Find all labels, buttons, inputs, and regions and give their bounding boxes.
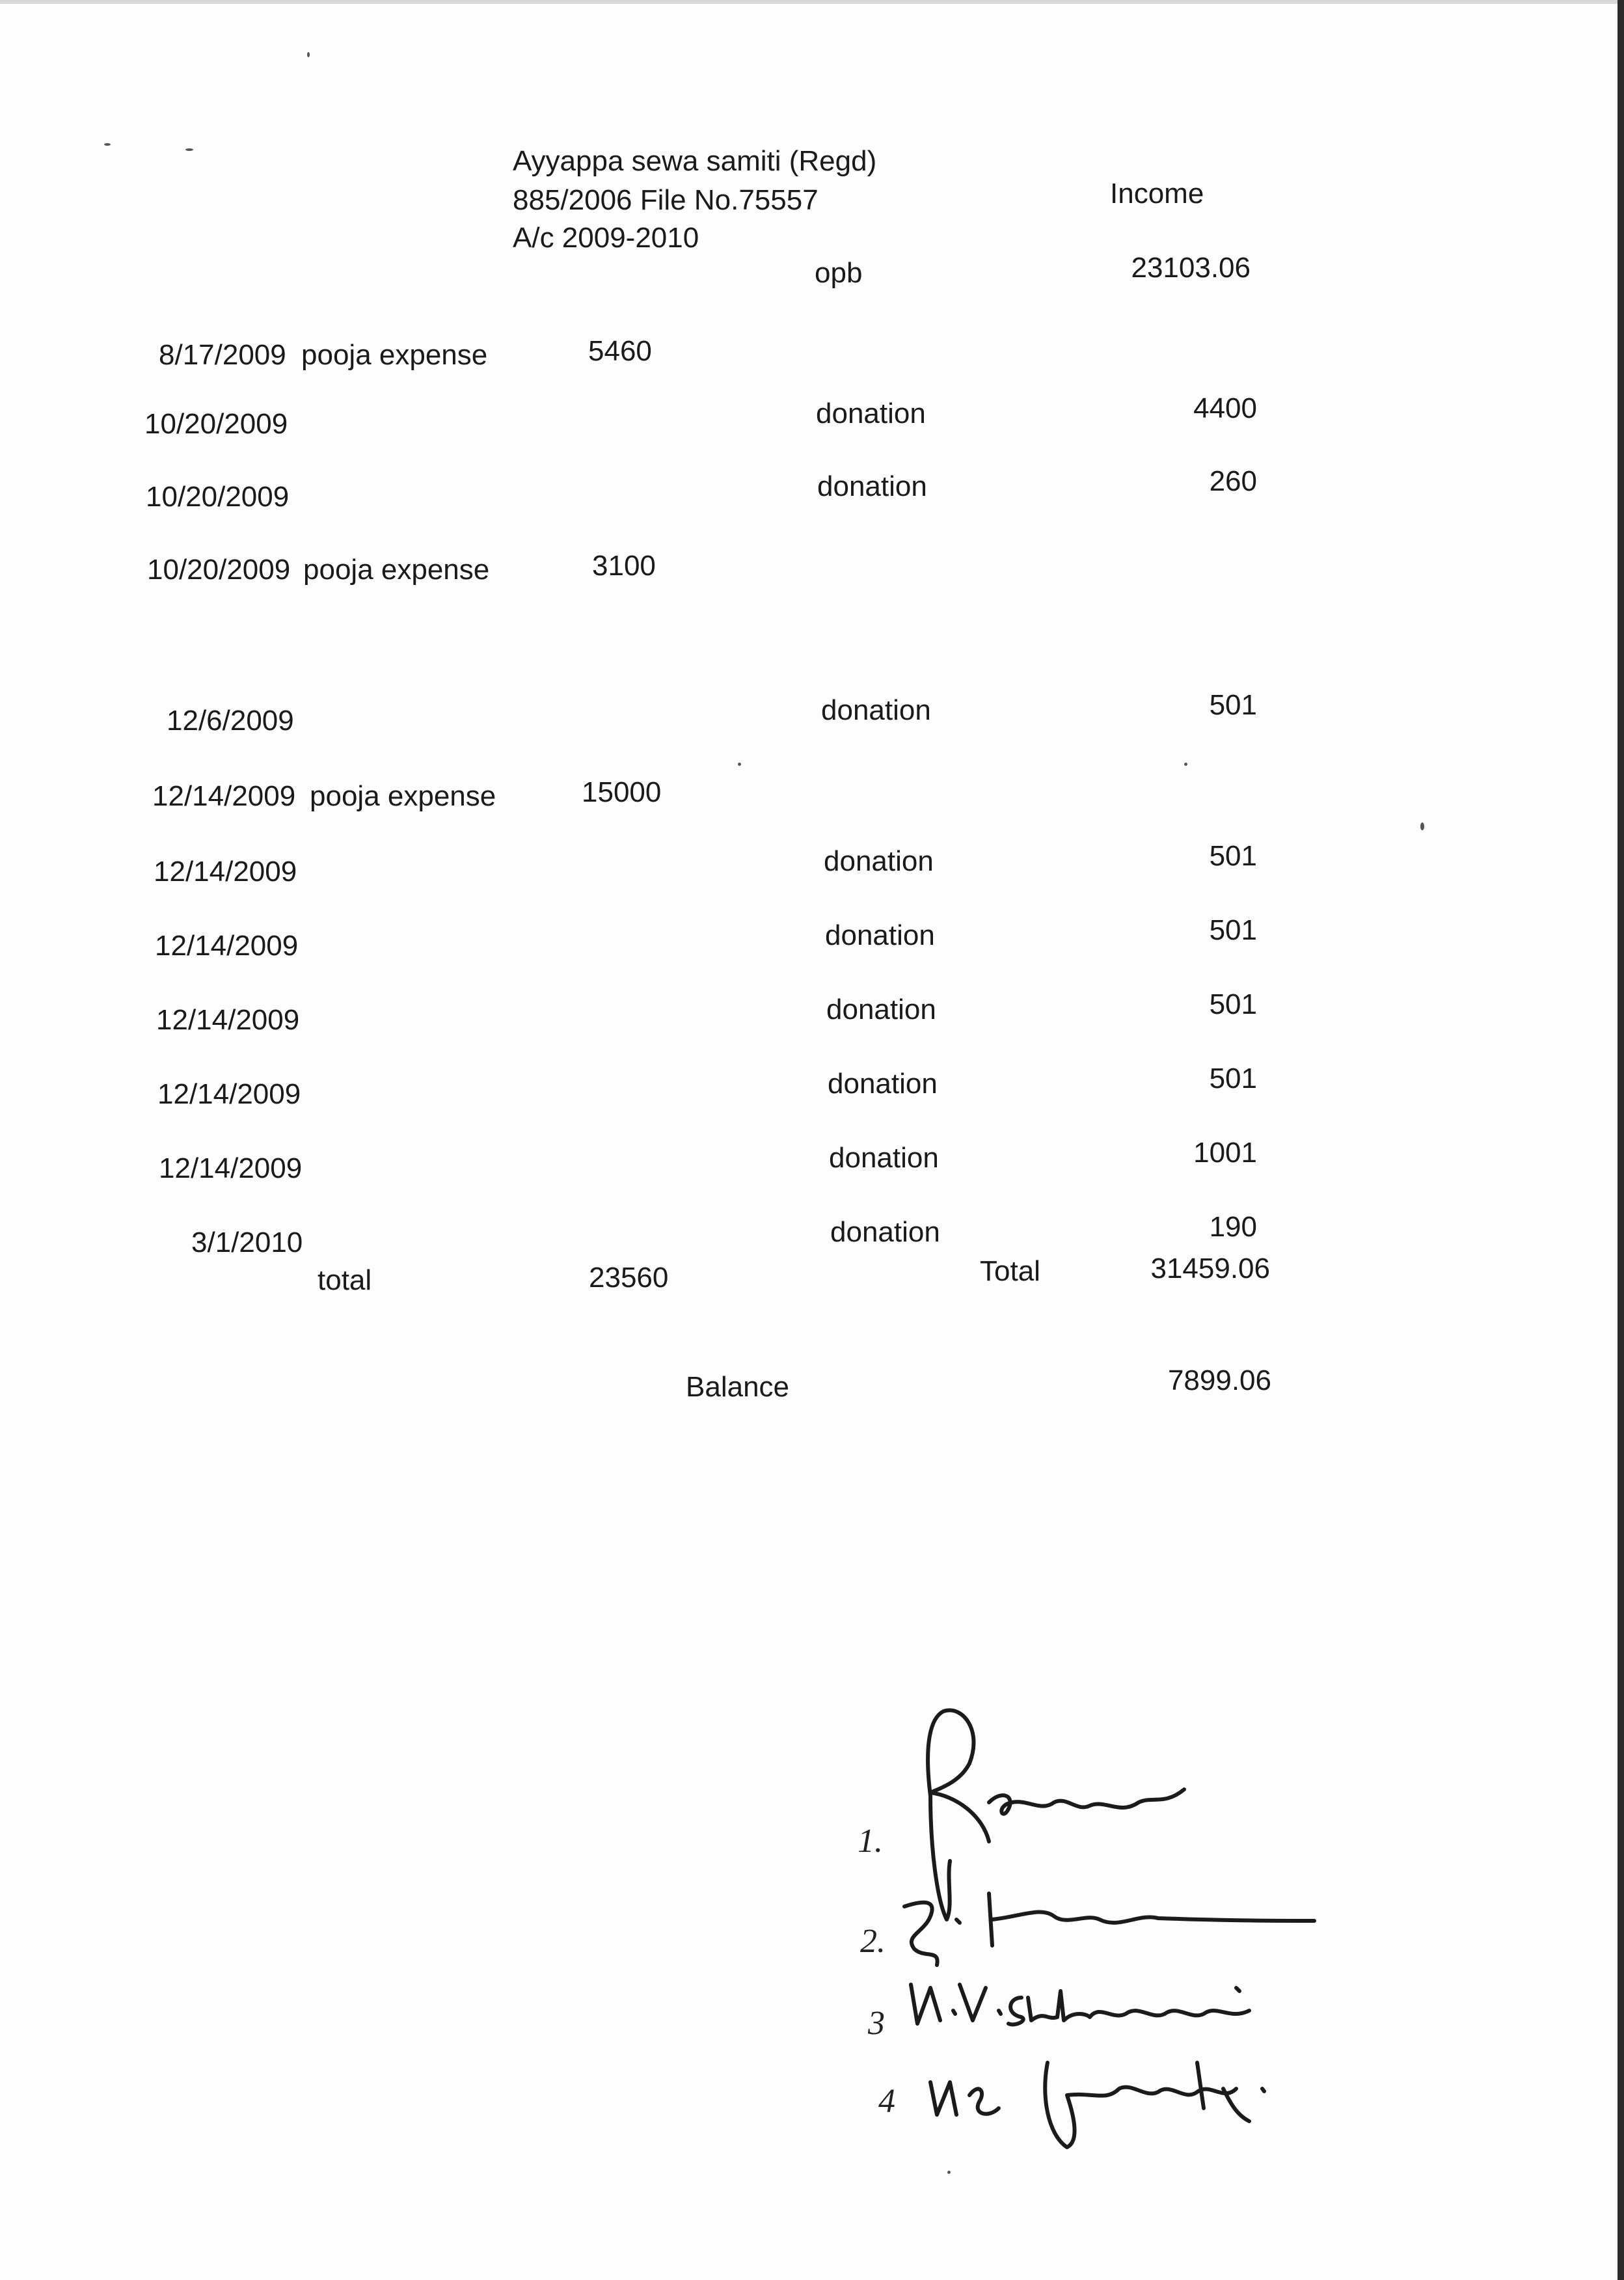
signature-number-3: 3 [868, 2005, 885, 2042]
scan-speck [1184, 763, 1187, 766]
signature-number-2: 2. [860, 1923, 886, 1960]
income-description: opb [815, 257, 863, 289]
entry-date: 8/17/2009 [159, 339, 286, 371]
scan-speck [307, 52, 310, 57]
entry-date: 12/14/2009 [156, 1004, 300, 1036]
income-description: donation [825, 919, 935, 951]
expense-total-label: total [318, 1264, 372, 1296]
income-heading: Income [1110, 178, 1204, 210]
scan-speck [185, 148, 193, 151]
income-amount: 501 [1209, 689, 1257, 721]
expense-amount: 5460 [588, 335, 652, 367]
expense-amount: 15000 [582, 776, 662, 808]
income-description: donation [830, 1216, 940, 1248]
expense-description: pooja expense [301, 339, 488, 371]
entry-date: 12/14/2009 [155, 930, 299, 962]
income-description: donation [828, 1068, 938, 1100]
balance-label: Balance [686, 1371, 790, 1403]
income-description: donation [821, 694, 931, 726]
expense-amount: 3100 [592, 550, 656, 582]
account-year: A/c 2009-2010 [513, 222, 699, 254]
income-amount: 1001 [1193, 1137, 1257, 1169]
income-description: donation [824, 845, 934, 877]
income-description: donation [829, 1142, 939, 1174]
income-amount: 501 [1209, 840, 1257, 872]
income-total-value: 31459.06 [1150, 1253, 1270, 1284]
signature-1 [928, 1710, 1184, 1920]
balance-value: 7899.06 [1167, 1364, 1271, 1396]
income-amount: 501 [1209, 1063, 1257, 1094]
entry-date: 12/14/2009 [159, 1152, 303, 1184]
income-description: donation [817, 470, 927, 502]
income-amount: 4400 [1193, 392, 1257, 424]
signature-4 [930, 2063, 1264, 2147]
signature-3 [911, 1985, 1249, 2024]
signature-number-4: 4 [878, 2083, 895, 2120]
income-amount: 501 [1209, 988, 1257, 1020]
income-amount: 23103.06 [1131, 252, 1251, 284]
entry-date: 10/20/2009 [146, 481, 290, 513]
income-total-label: Total [980, 1255, 1040, 1287]
income-amount: 190 [1209, 1211, 1257, 1243]
income-description: donation [816, 398, 926, 429]
income-amount: 501 [1209, 914, 1257, 946]
scan-speck [1420, 822, 1424, 830]
entry-date: 12/6/2009 [167, 705, 294, 737]
expense-description: pooja expense [310, 780, 496, 812]
scan-edge-top [0, 0, 1624, 4]
scan-speck [104, 143, 111, 146]
entry-date: 12/14/2009 [152, 780, 296, 812]
entry-date: 12/14/2009 [157, 1078, 301, 1110]
entry-date: 12/14/2009 [154, 856, 297, 888]
scan-speck [738, 763, 741, 766]
scan-speck [947, 2171, 951, 2174]
org-name: Ayyappa sewa samiti (Regd) [513, 145, 877, 177]
scan-edge-right [1617, 0, 1624, 2280]
registration-number: 885/2006 File No.75557 [513, 184, 819, 216]
entry-date: 10/20/2009 [147, 554, 291, 586]
signature-number-1: 1. [858, 1823, 883, 1860]
income-description: donation [826, 994, 936, 1025]
entry-date: 3/1/2010 [191, 1227, 303, 1258]
signature-2 [904, 1893, 1314, 1965]
expense-description: pooja expense [303, 554, 490, 586]
income-amount: 260 [1209, 465, 1257, 497]
entry-date: 10/20/2009 [144, 408, 288, 440]
expense-total-value: 23560 [589, 1262, 669, 1294]
handwritten-signatures [833, 1692, 1418, 2160]
